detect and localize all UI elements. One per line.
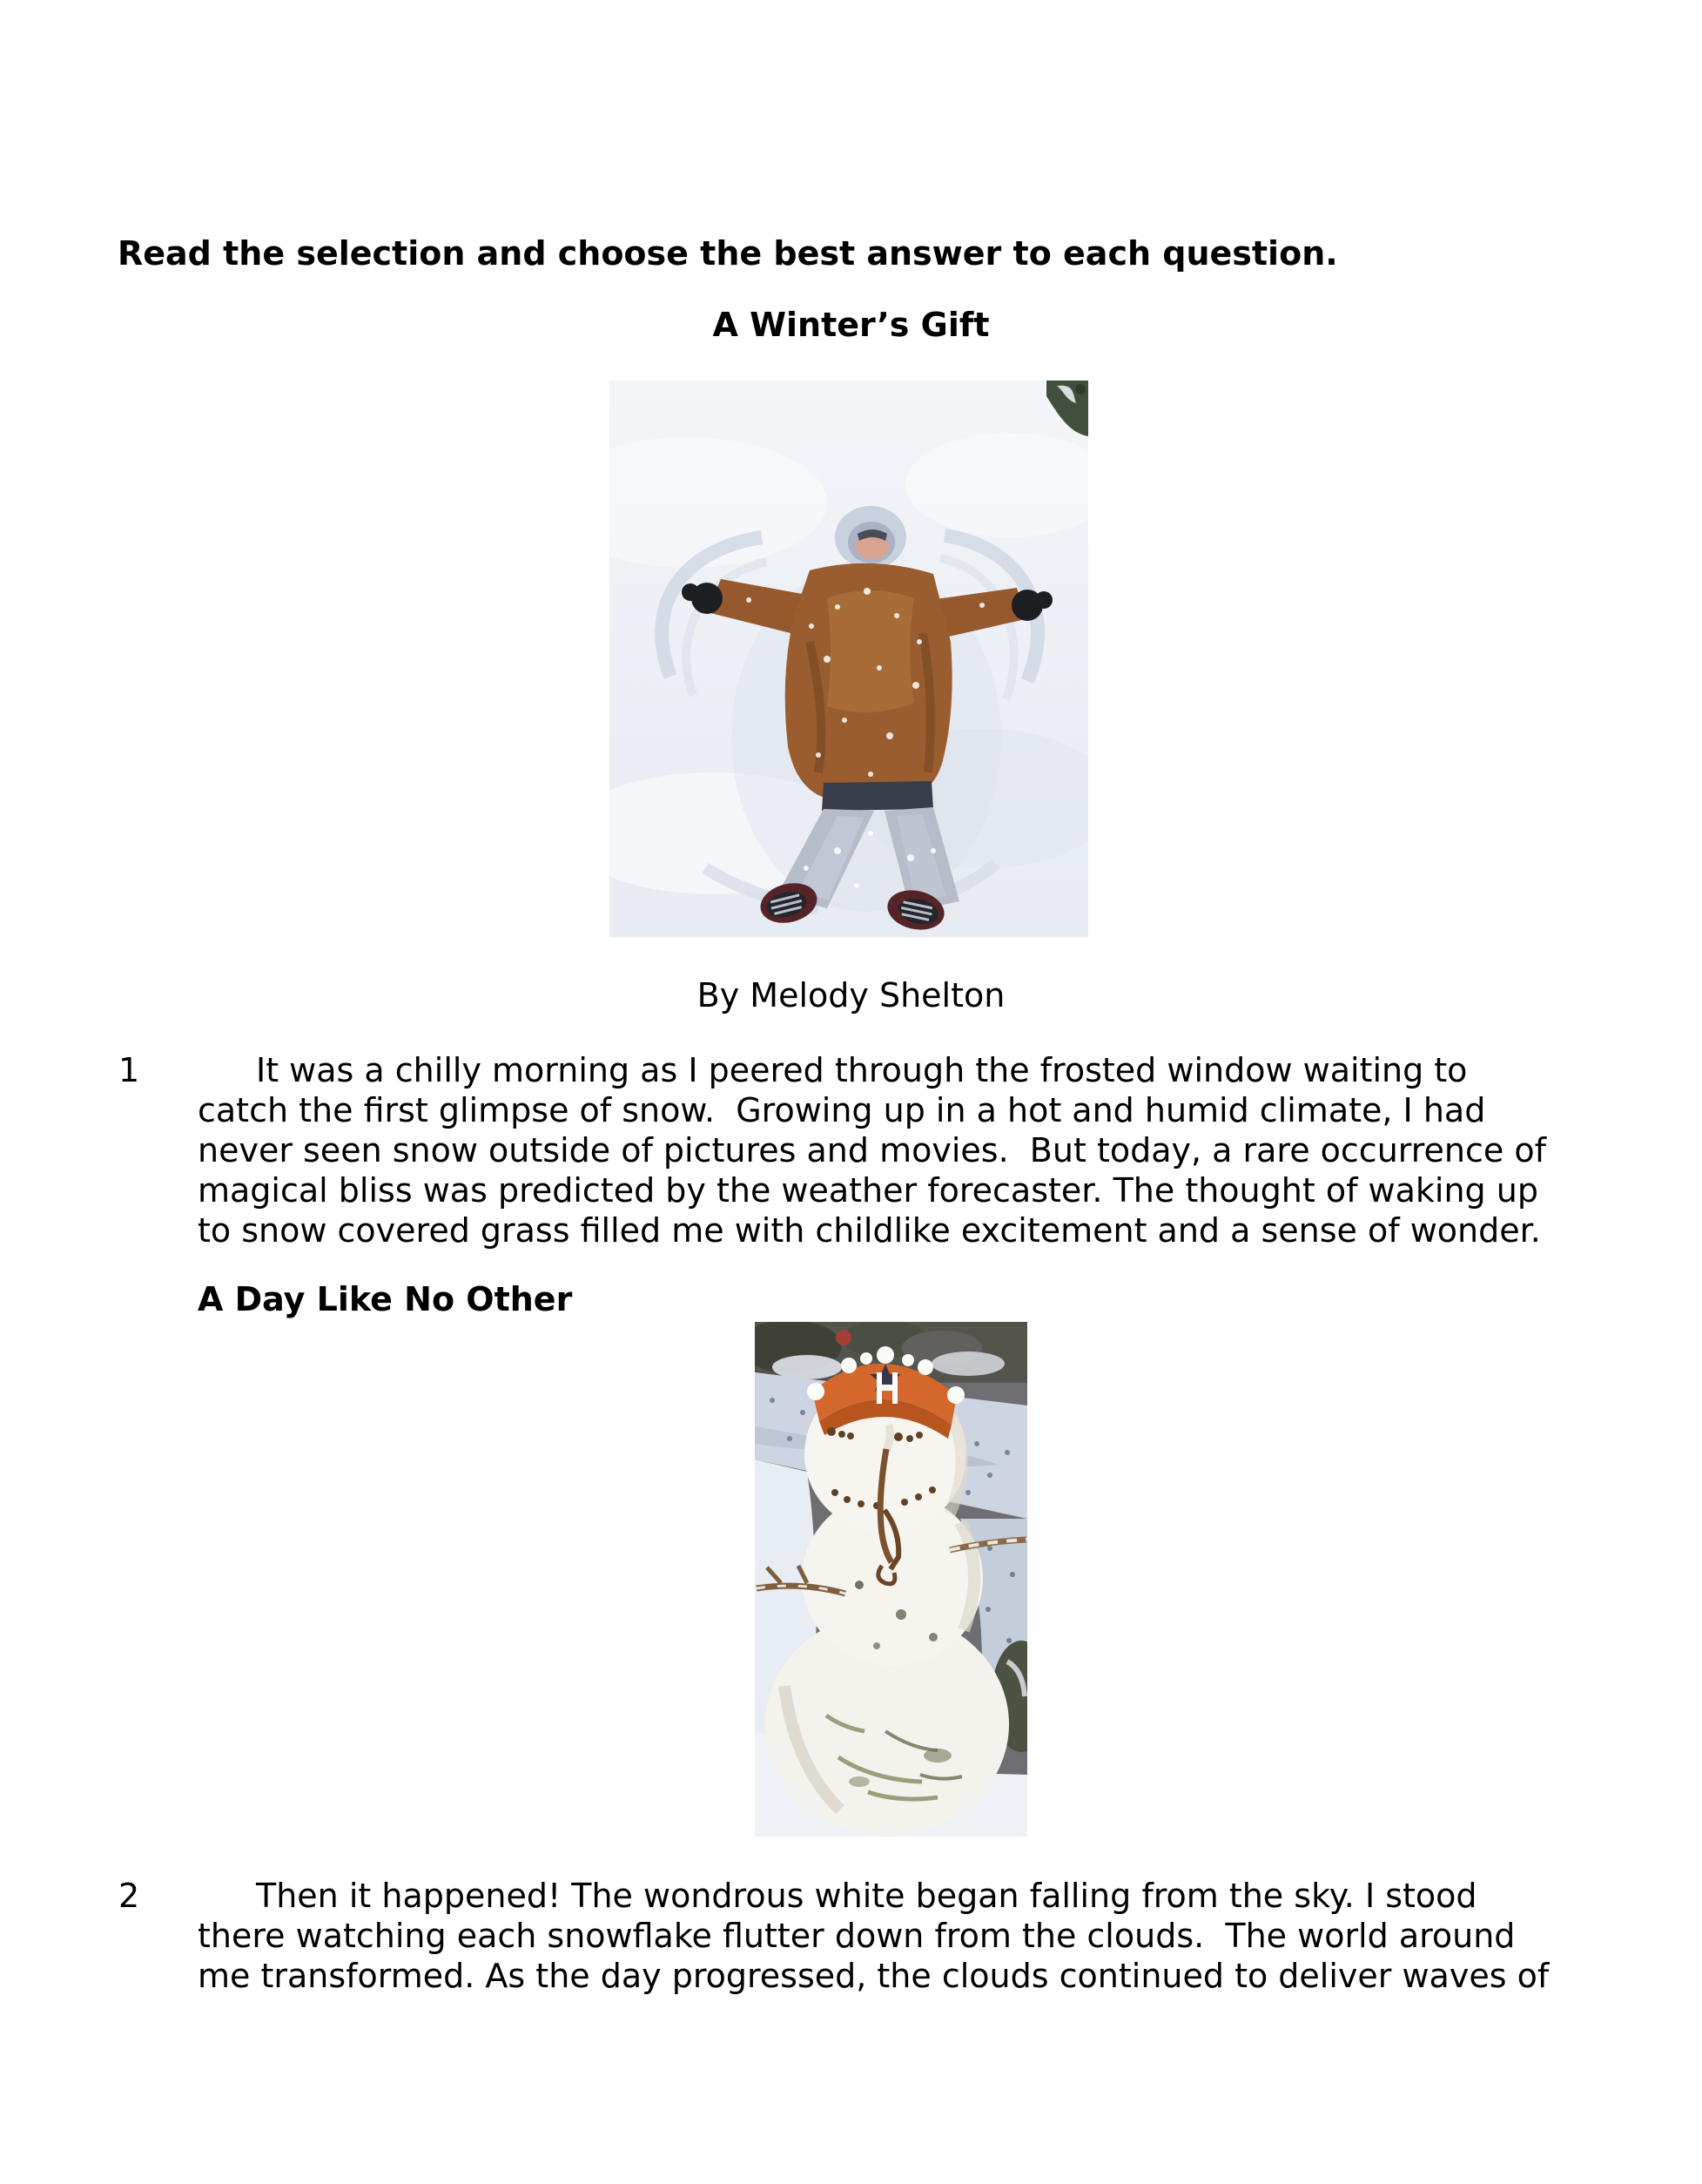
paragraph-line: me transformed. As the day progressed, the clouds continued to deliver waves of [198, 1957, 1550, 1995]
snow-angel-illustration [609, 381, 1088, 937]
selection-title: A Winter’s Gift [712, 306, 990, 344]
paragraph-1 [198, 1050, 1546, 1250]
byline: By Melody Shelton [696, 976, 1006, 1014]
paragraph-line: Then it happened! The wondrous white began falling from the sky. I stood [256, 1877, 1477, 1915]
paragraph-line: catch the first glimpse of snow. Growing up in a hot and humid climate, I had [198, 1091, 1486, 1129]
paragraph-line: to snow covered grass filled me with childlike excitement and a sense of wonder. [198, 1211, 1541, 1250]
snowman-illustration [755, 1322, 1027, 1837]
paragraph-line: there watching each snowflake flutter down from the clouds. The world around [198, 1917, 1516, 1955]
paragraph-number: 2 [118, 1877, 140, 1915]
paragraph-line: magical bliss was predicted by the weather forecaster. The thought of waking up [198, 1171, 1538, 1210]
paragraph-number: 1 [118, 1051, 140, 1089]
instruction-text: Read the selection and choose the best answer to each question. [118, 234, 1338, 273]
paragraph-2 [198, 1876, 1549, 1996]
section-heading: A Day Like No Other [198, 1280, 573, 1318]
snowman-photo [755, 1322, 1027, 1837]
paragraph-line: It was a chilly morning as I peered through the frosted window waiting to [256, 1051, 1468, 1089]
snow-angel-photo [609, 381, 1088, 937]
paragraph-line: never seen snow outside of pictures and movies. But today, a rare occurrence of [198, 1131, 1546, 1170]
